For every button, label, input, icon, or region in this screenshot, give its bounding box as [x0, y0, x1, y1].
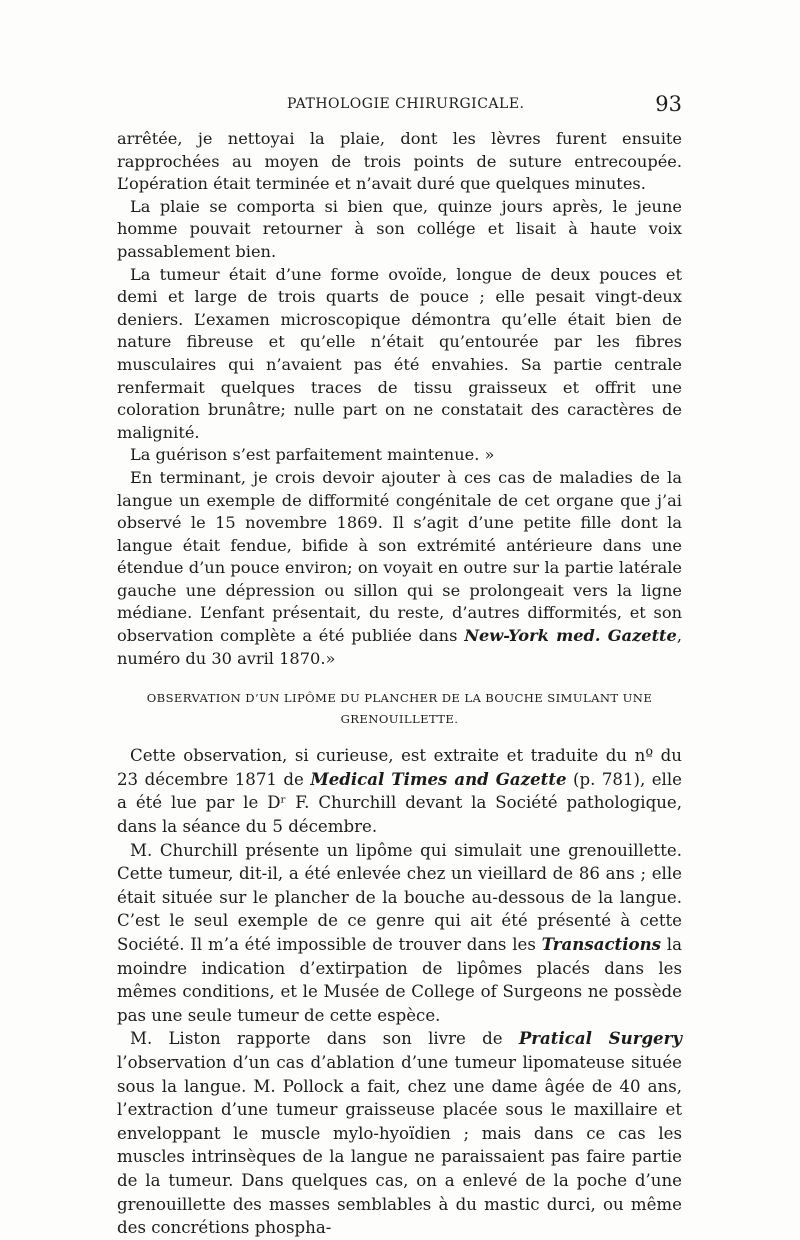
paragraph — [117, 839, 682, 1028]
page-header — [117, 92, 682, 122]
paragraph — [117, 467, 682, 670]
section-heading-line: OBSERVATION D’UN LIPÔME DU PLANCHER DE LA BOUCHE SIMULANT UNE — [146, 691, 653, 706]
page-number: 93 — [655, 92, 682, 116]
paragraph-text: En terminant, je crois devoir ajouter à ces cas de maladies de la langue un exemple de difformité congénitale de cet organe que j’ai observé le 15 novembre 1869. Il s’agit d’une petite fille dont la langue était fendue, bifide à son extrémité antérieure dans une étendue d’un pouce environ; on voyait en outre sur la partie latérale gauche une dépression ou sillon qui se prolongeait vers la ligne médiane. L’enfant présentait, du reste, d’autres difformités, et son observation complète a été publiée dans — [117, 467, 682, 646]
book-title: Pratical Surgery — [518, 1028, 683, 1049]
paragraph: La tumeur était d’une forme ovoïde, longue de deux pouces et demi et large de trois quarts de pouce ; elle pesait vingt-deux deniers. L’examen microscopique démontra qu’elle était bien de nature fibreuse et qu’elle n’était qu’entourée par les fibres musculaires qui n’avaient pas été envahies. Sa partie centrale renfermait quelques traces de tissu graisseux et offrit une coloration brunâtre; nulle part on ne constatait des caractères de malignité. — [117, 264, 682, 442]
running-title: PATHOLOGIE CHIRURGICALE. — [287, 96, 525, 112]
paragraph-text: la moindre indication d’extirpation de lipômes placés dans les mêmes conditions, et le Musée de College of Surgeons ne possède pas une seule tumeur de cette espèce. — [117, 935, 682, 1025]
paragraph-text: M. Churchill présente un lipôme qui simulait une grenouillette. Cette tumeur, dit-il, a été enlevée chez un vieillard de 86 ans ; elle était située sur le plancher de la bouche au-dessous de la langue. C’est le seul exemple de ce genre qui ait été présenté à cette Société. Il m’a été impossible de trouver dans les — [117, 840, 682, 954]
paragraph: La guérison s’est parfaitement maintenue. » — [130, 445, 495, 465]
paragraph-text: M. Liston rapporte dans son livre de — [130, 1029, 519, 1049]
body-text — [117, 128, 682, 1240]
paragraph-text: , numéro du 30 avril 1870.» — [117, 626, 682, 668]
paragraph-text: l’observation d’un cas d’ablation d’une tumeur lipomateuse située sous la langue. M. Pollock a fait, chez une dame âgée de 40 ans, l’extraction d’une tumeur graisseuse placée sous le maxillaire et enveloppant le muscle mylo-hyoïdien ; mais dans ce cas les muscles intrinsèques de la langue ne paraissaient pas faire partie de la tumeur. Dans quelques cas, on a enlevé de la poche d’une grenouillette des masses semblables à du mastic durci, ou même des concrétions phospha- — [117, 1052, 682, 1238]
section-heading — [117, 688, 682, 730]
paragraph-text: (p. 781), elle a été lue par le Dʳ F. Churchill devant la Société pathologique, dans la séance du 5 décembre. — [117, 769, 682, 837]
section-body — [117, 744, 682, 1239]
paragraph: arrêtée, je nettoyai la plaie, dont les lèvres furent ensuite rapprochées au moyen de trois points de suture entrecoupée. L’opération était terminée et n’avait duré que quelques minutes. — [117, 129, 682, 194]
paragraph-text: Cette observation, si curieuse, est extraite et traduite du nº du 23 décembre 1871 de — [117, 746, 682, 789]
paragraph — [117, 1027, 682, 1239]
journal-title: Medical Times and Gazette — [310, 768, 567, 789]
paragraph: La plaie se comporta si bien que, quinze jours après, le jeune homme pouvait retourner à son collége et lisait à haute voix passablement bien. — [117, 196, 682, 261]
journal-title: Transactions — [541, 934, 661, 954]
journal-title: New-York med. Gazette — [464, 626, 677, 646]
section-heading-line: GRENOUILLETTE. — [340, 712, 459, 727]
paragraph — [117, 744, 682, 838]
